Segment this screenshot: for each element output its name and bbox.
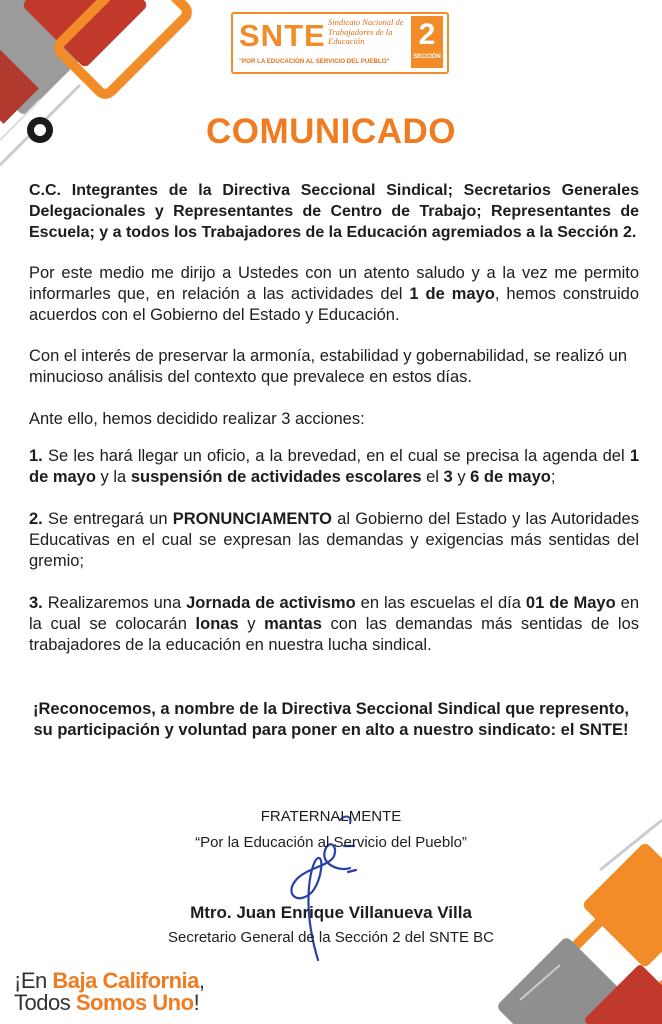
page-title: COMUNICADO — [206, 112, 456, 151]
logo-section-label: SECCIÓN — [413, 54, 441, 60]
action-1: 1. Se les hará llegar un oficio, a la brevedad, en el cual se precisa la agenda del 1 de mayo y la suspensión de actividades escolares el 3 y 6 de mayo; — [29, 447, 639, 486]
logo-subtitle: Sindicato Nacional de Trabajadores de la Educación — [328, 17, 404, 46]
action-2: 2. Se entregará un PRONUNCIAMENTO al Gobierno del Estado y las Autoridades Educativas en el cual se expresan las demandas y exigencias más sentidas del gremio; — [29, 510, 639, 570]
paragraph-2: Con el interés de preservar la armonía, estabilidad y gobernabilidad, se realizó un minucioso análisis del contexto que prevalece en estos días. — [29, 347, 628, 386]
signer-role: Secretario General de la Sección 2 del SNTE BC — [168, 929, 494, 946]
motto: “Por la Educación al Servicio del Pueblo” — [195, 834, 467, 851]
fraternal-greeting: FRATERNALMENTE — [260, 808, 402, 825]
paragraph-3: Ante ello, hemos decidido realizar 3 acciones: — [29, 410, 365, 428]
logo-slogan: "POR LA EDUCACIÓN AL SERVICIO DEL PUEBLO" — [239, 58, 390, 65]
closing-statement: ¡Reconocemos, a nombre de la Directiva Seccional Sindical que represento, su participación y voluntad para poner en alto a nuestro sindicato: el SNTE! — [32, 700, 630, 739]
addressee: C.C. Integrantes de la Directiva Seccional Sindical; Secretarios Generales Delegacionales y Representantes de Centro de Trabajo; Representantes de Escuela; y a todos los Trabajadores de la Educación agremiados a la Sección 2. — [29, 182, 639, 241]
logo-section-number: 2 — [418, 18, 436, 51]
snte-logo — [231, 12, 449, 74]
signer-name: Mtro. Juan Enrique Villanueva Villa — [190, 903, 472, 922]
logo-section-badge — [411, 16, 443, 68]
footer-slogan: ¡En Baja California, Todos Somos Uno! — [14, 968, 205, 1015]
paragraph-1: Por este medio me dirijo a Ustedes con un atento saludo y a la vez me permito informarles que, en relación a las actividades del 1 de mayo, hemos construido acuerdos con el Gobierno del Estado y Educación. — [29, 264, 639, 324]
action-3: 3. Realizaremos una Jornada de activismo en las escuelas el día 01 de Mayo en la cual se colocarán lonas y mantas con las demandas más sentidas de los trabajadores de la educación en nuestra lucha sindical. — [29, 594, 640, 654]
logo-acronym: SNTE — [239, 18, 326, 53]
